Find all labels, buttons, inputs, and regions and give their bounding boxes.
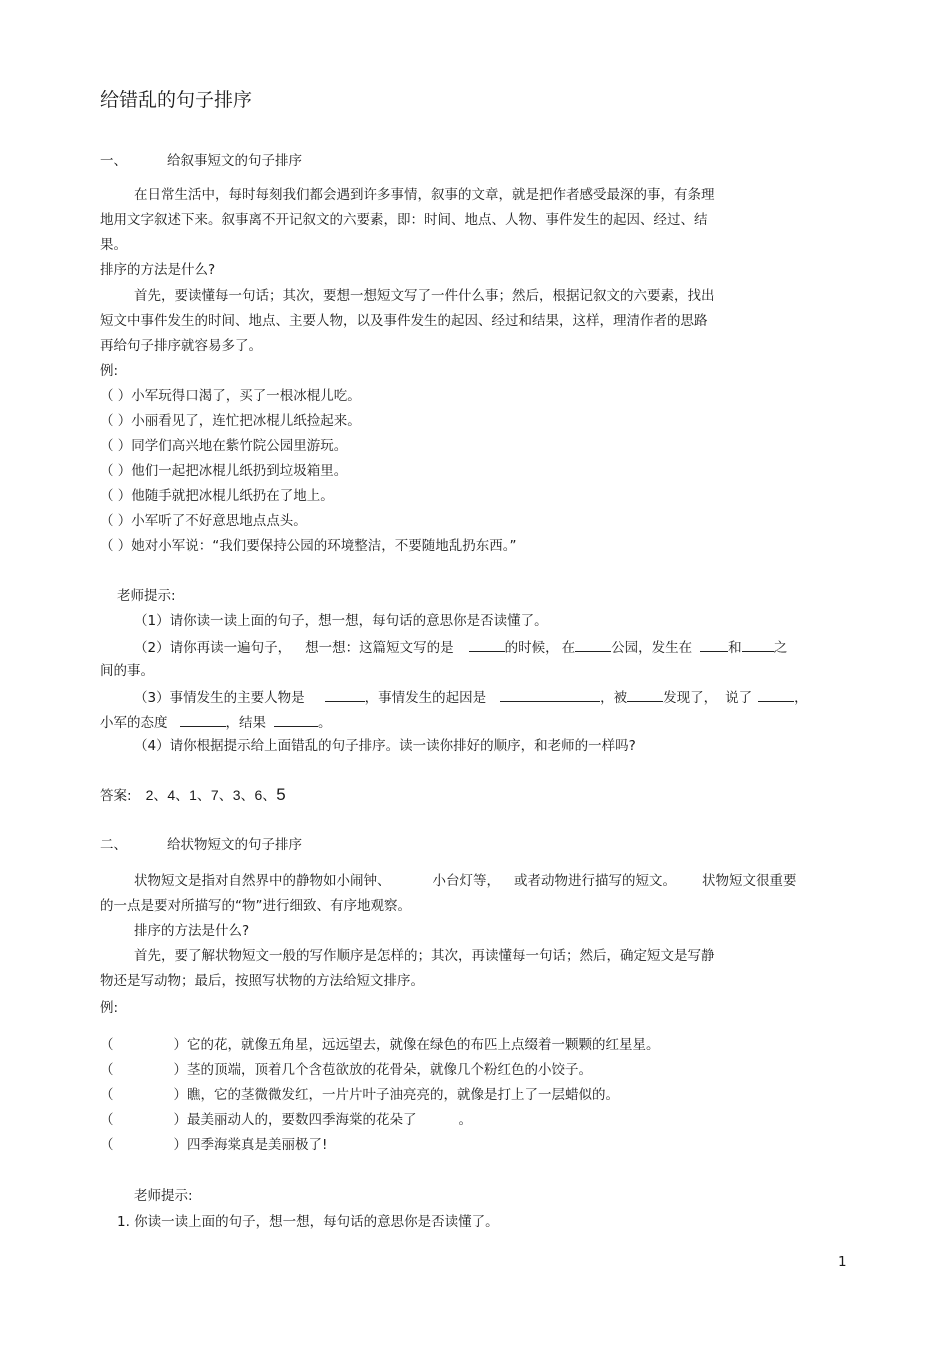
- section2-example-label: 例:: [100, 1000, 119, 1016]
- section1-intro-line3: 果。: [100, 237, 127, 253]
- section1-hint-3: （3）事情发生的主要人物是 ，事情发生的起因是 ，被 发现了， 说了 ，: [134, 687, 808, 707]
- section1-hint-2-cont: 间的事。: [100, 663, 154, 679]
- section2-intro-line2: 的一点是要对所描写的“物”进行细致、有序地观察。: [100, 898, 411, 914]
- blank-main-person[interactable]: [325, 687, 365, 702]
- section1-heading: 给叙事短文的句子排序: [167, 153, 302, 169]
- section1-number: 一、: [100, 153, 127, 169]
- section1-item: （ ）同学们高兴地在紫竹院公园里游玩。: [100, 438, 348, 454]
- section2-item: （ ）瞧，它的茎微微发红，一片片叶子油亮亮的，就像是打上了一层蜡似的。: [100, 1087, 619, 1103]
- section1-hint-label: 老师提示:: [117, 588, 176, 604]
- blank-result[interactable]: [274, 712, 318, 727]
- section2-item: （ ）四季海棠真是美丽极了!: [100, 1137, 328, 1153]
- blank-attitude[interactable]: [180, 712, 226, 727]
- section2-hint-1: 1. 你读一读上面的句子，想一想，每句话的意思你是否读懂了。: [117, 1214, 499, 1230]
- section2-hint-label: 老师提示:: [134, 1188, 193, 1204]
- section1-method-line2: 短文中事件发生的时间、地点、主要人物，以及事件发生的起因、经过和结果，这样，理清作者的思路: [100, 313, 708, 329]
- section1-hint-3-cont: 小军的态度 ，结果 。: [100, 712, 332, 732]
- section2-heading: 给状物短文的句子排序: [167, 837, 302, 853]
- section1-method-question: 排序的方法是什么?: [100, 262, 216, 278]
- blank-said[interactable]: [758, 687, 794, 702]
- section2-method-line1: 首先，要了解状物短文一般的写作顺序是怎样的；其次，再读懂每一句话；然后，确定短文是写静: [134, 948, 715, 964]
- section1-item: （ ）小军听了不好意思地点点头。: [100, 513, 307, 529]
- section2-item: （ ）最美丽动人的，要数四季海棠的花朵了 。: [100, 1112, 472, 1128]
- blank-park[interactable]: [575, 637, 611, 652]
- section1-item: （ ）他们一起把冰棍儿纸扔到垃圾箱里。: [100, 463, 348, 479]
- section1-hint-1: （1）请你读一读上面的句子，想一想，每句话的意思你是否读懂了。: [134, 613, 548, 629]
- section2-method-line2: 物还是写动物；最后，按照写状物的方法给短文排序。: [100, 973, 424, 989]
- section1-item: （ ）她对小军说：“我们要保持公园的环境整洁，不要随地乱扔东西。”: [100, 538, 517, 554]
- blank-discoverer[interactable]: [627, 687, 663, 702]
- section2-intro-line1: 状物短文是指对自然界中的静物如小闹钟、 小台灯等， 或者动物进行描写的短文。 状物短文很重要: [134, 873, 797, 889]
- section1-hint-2: （2）请你再读一遍句子， 想一想：这篇短文写的是 的时候， 在 公园，发生在 和 之: [134, 637, 787, 657]
- section1-hint-4: （4）请你根据提示给上面错乱的句子排序。读一读你排好的顺序，和老师的一样吗?: [134, 738, 636, 754]
- blank-person-2[interactable]: [742, 637, 774, 652]
- section1-item: （ ）他随手就把冰棍儿纸扔在了地上。: [100, 488, 334, 504]
- blank-time[interactable]: [469, 637, 505, 652]
- page-title: 给错乱的句子排序: [100, 89, 253, 111]
- section1-item: （ ）小军玩得口渴了，买了一根冰棍儿吃。: [100, 388, 361, 404]
- section1-intro-line1: 在日常生活中，每时每刻我们都会遇到许多事情，叙事的文章，就是把作者感受最深的事，有条理: [134, 187, 715, 203]
- section1-method-line3: 再给句子排序就容易多了。: [100, 338, 262, 354]
- section1-answer: 答案: 2、4、1、7、3、6、5: [100, 785, 286, 804]
- section2-method-question: 排序的方法是什么?: [134, 923, 250, 939]
- section1-example-label: 例:: [100, 363, 119, 379]
- section1-intro-line2: 地用文字叙述下来。叙事离不开记叙文的六要素，即：时间、地点、人物、事件发生的起因、经过、结: [100, 212, 708, 228]
- page-number: 1: [838, 1254, 847, 1270]
- section2-item: （ ）它的花，就像五角星，远远望去，就像在绿色的布匹上点缀着一颗颗的红星星。: [100, 1037, 660, 1053]
- section1-method-line1: 首先，要读懂每一句话；其次，要想一想短文写了一件什么事；然后，根据记叙文的六要素，找出: [134, 288, 715, 304]
- blank-person-1[interactable]: [700, 637, 728, 652]
- section1-item: （ ）小丽看见了，连忙把冰棍儿纸捡起来。: [100, 413, 361, 429]
- blank-cause[interactable]: [500, 687, 600, 702]
- section2-number: 二、: [100, 837, 127, 853]
- section2-item: （ ）茎的顶端，顶着几个含苞欲放的花骨朵，就像几个粉红色的小饺子。: [100, 1062, 592, 1078]
